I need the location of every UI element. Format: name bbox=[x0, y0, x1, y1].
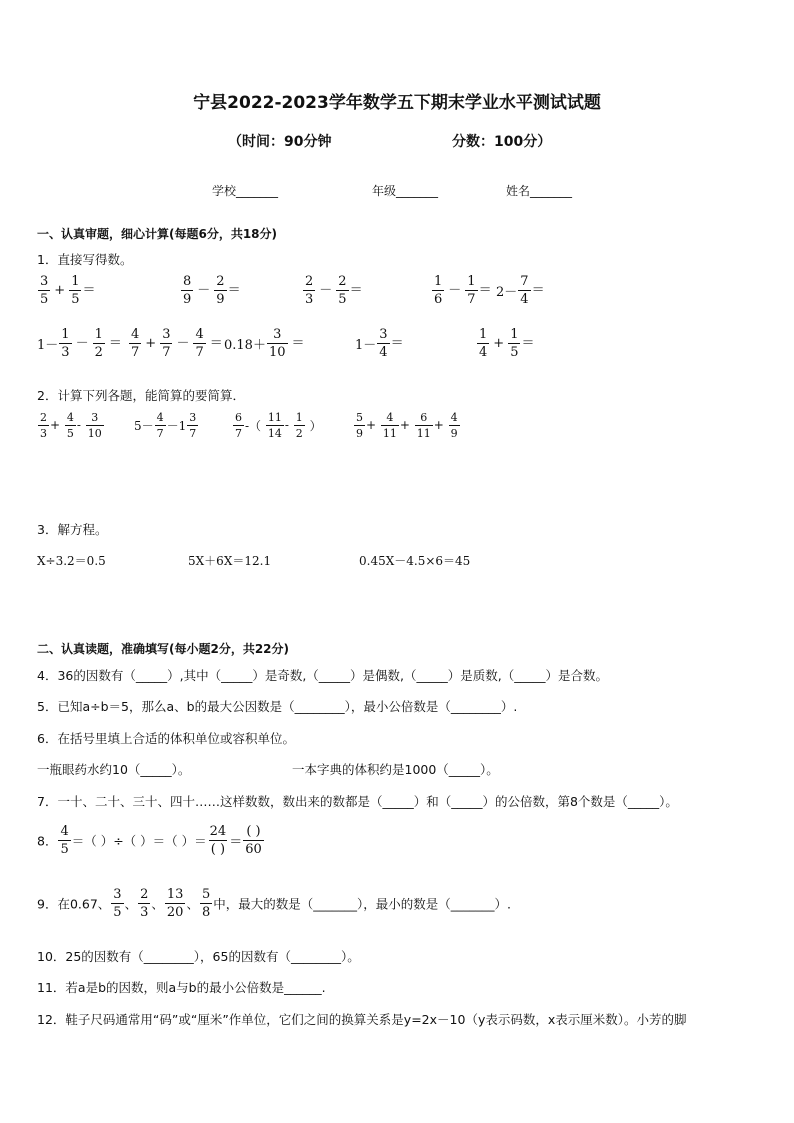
fraction: $\frac{2}{3}$ bbox=[140, 887, 149, 920]
grade-field: 年级_______ bbox=[372, 184, 439, 198]
school-field: 学校_______ bbox=[212, 184, 279, 198]
q1-r1-d: $\frac{1}{6}$ － $\frac{1}{7}$ ＝ bbox=[434, 274, 492, 307]
fraction: $\frac{1}{2}$ bbox=[94, 327, 103, 360]
fraction: $\frac{3}{5}$ bbox=[40, 274, 49, 307]
q6-b: 一本字典的体积约是1000（_____）。 bbox=[292, 762, 499, 777]
fraction: $\frac{1}{6}$ bbox=[434, 274, 443, 307]
q3-equation-3: 0.45X－4.5×6＝45 bbox=[359, 554, 471, 568]
q12: 12．鞋子尺码通常用“码”或“厘米”作单位，它们之间的换算关系是y=2x－10（y表示码数，x表示厘米数）。小芳的脚 bbox=[37, 1012, 687, 1027]
fraction: $\frac{4}{9}$ bbox=[450, 411, 458, 440]
fraction: $\frac{8}{9}$ bbox=[183, 274, 192, 307]
fraction: $\frac{6}{7}$ bbox=[235, 411, 242, 440]
fraction: $\frac{3}{5}$ bbox=[113, 887, 122, 920]
fraction: $\frac{3}{7}$ bbox=[189, 411, 197, 440]
fraction: $\frac{1}{3}$ bbox=[61, 327, 70, 360]
fraction: $\frac{13}{20}$ bbox=[166, 887, 184, 920]
q1-r2-d: 1－ $\frac{3}{4}$ ＝ bbox=[355, 327, 404, 360]
q10: 10．25的因数有（________），65的因数有（________）。 bbox=[37, 949, 360, 964]
q1-r1-c: $\frac{2}{3}$ － $\frac{2}{5}$ ＝ bbox=[305, 274, 363, 307]
q3-equation-2: 5X＋6X＝12.1 bbox=[188, 554, 272, 568]
name-field: 姓名_______ bbox=[506, 184, 573, 198]
q2-label: 2．计算下列各题，能简算的要简算． bbox=[37, 388, 245, 403]
fraction: $\frac{3}{10}$ bbox=[268, 327, 286, 360]
fraction: $\frac{1}{4}$ bbox=[479, 327, 488, 360]
fraction: $\frac{5}{8}$ bbox=[201, 887, 211, 920]
fraction: $\frac{4}{5}$ bbox=[66, 411, 74, 440]
fraction: $\frac{5}{9}$ bbox=[356, 411, 363, 440]
q4: 4．36的因数有（_____）,其中（_____）是奇数,（_____）是偶数,（_____）是质数,（_____）是合数。 bbox=[37, 668, 609, 683]
fraction: $\frac{3}{7}$ bbox=[162, 327, 171, 360]
q2-b: 5－ $\frac{4}{7}$ －1 $\frac{3}{7}$ bbox=[134, 411, 197, 440]
q1-label: 1．直接写得数。 bbox=[37, 252, 133, 267]
q5: 5．已知a÷b＝5，那么a、b的最大公因数是（________），最小公倍数是（________）. bbox=[37, 699, 518, 714]
exam-time: （时间：90分钟 bbox=[228, 134, 332, 150]
fraction: 24 ( ) bbox=[209, 824, 227, 857]
q7: 7．一十、二十、三十、四十……这样数数，数出来的数都是（_____）和（_____）的公倍数，第8个数是（_____）。 bbox=[37, 794, 678, 809]
exam-score: 分数：100分） bbox=[452, 134, 552, 150]
q9: 9．在0.67、 $\frac{3}{5}$ 、 $\frac{2}{3}$ 、 $\frac{13}{20}$ 、 $\frac{5}{8}$ 中，最大的数是（_______），最小的数是（_______）. bbox=[37, 887, 511, 920]
fraction: $\frac{1}{7}$ bbox=[467, 274, 476, 307]
q2-d: $\frac{5}{9}$ + $\frac{4}{11}$ + $\frac{6}{11}$ + $\frac{4}{9}$ bbox=[356, 411, 458, 440]
fraction: $\frac{4}{5}$ bbox=[60, 824, 69, 857]
q1-r2-c: 0.18＋ $\frac{3}{10}$ ＝ bbox=[224, 327, 305, 360]
q1-r2-a: 1－ $\frac{1}{3}$ － $\frac{1}{2}$ ＝ bbox=[37, 327, 122, 360]
fraction: $\frac{2}{3}$ bbox=[305, 274, 314, 307]
page-title: 宁县2022-2023学年数学五下期末学业水平测试试题 bbox=[193, 93, 601, 113]
fraction: ( ) 60 bbox=[245, 824, 262, 857]
fraction: $\frac{4}{11}$ bbox=[382, 411, 397, 440]
q2-a: $\frac{2}{3}$ + $\frac{4}{5}$ - $\frac{3}{10}$ bbox=[40, 411, 102, 440]
fraction: $\frac{4}{7}$ bbox=[131, 327, 140, 360]
fraction: $\frac{3}{10}$ bbox=[87, 411, 102, 440]
fraction: $\frac{11}{14}$ bbox=[267, 411, 282, 440]
section1-heading: 一、认真审题，细心计算(每题6分，共18分) bbox=[37, 227, 278, 241]
q1-r1-e: 2－ $\frac{7}{4}$ ＝ bbox=[496, 274, 545, 307]
fraction: $\frac{6}{11}$ bbox=[416, 411, 431, 440]
fraction: $\frac{4}{7}$ bbox=[156, 411, 164, 440]
fraction: $\frac{4}{7}$ bbox=[195, 327, 204, 360]
q3-equation-1: X÷3.2＝0.5 bbox=[37, 554, 106, 568]
fraction: $\frac{1}{5}$ bbox=[71, 274, 80, 307]
fraction: $\frac{2}{5}$ bbox=[338, 274, 347, 307]
q1-r2-e: $\frac{1}{4}$ + $\frac{1}{5}$ ＝ bbox=[479, 327, 535, 360]
section2-heading: 二、认真读题，准确填写(每小题2分，共22分) bbox=[37, 642, 290, 656]
fraction: $\frac{7}{4}$ bbox=[520, 274, 529, 307]
q11: 11．若a是b的因数，则a与b的最小公倍数是______. bbox=[37, 980, 326, 995]
q2-c: $\frac{6}{7}$ -（ $\frac{11}{14}$ - $\frac{1}{2}$ ） bbox=[235, 411, 322, 440]
q6: 6．在括号里填上合适的体积单位或容积单位。 bbox=[37, 731, 295, 746]
fraction: $\frac{1}{5}$ bbox=[510, 327, 519, 360]
q3-label: 3．解方程。 bbox=[37, 522, 108, 537]
q1-r2-b: $\frac{4}{7}$ + $\frac{3}{7}$ － $\frac{4}{7}$ ＝ bbox=[131, 327, 223, 360]
q1-r1-b: $\frac{8}{9}$ － $\frac{2}{9}$ ＝ bbox=[183, 274, 241, 307]
fraction: $\frac{3}{4}$ bbox=[379, 327, 388, 360]
q6-a: 一瓶眼药水约10（_____）。 bbox=[37, 762, 191, 777]
fraction: $\frac{1}{2}$ bbox=[295, 411, 303, 440]
q8: 8． $\frac{4}{5}$ ＝（ ）÷（ ）＝（ ）＝ 24 ( ) ＝ ( ) 60 bbox=[37, 824, 262, 857]
q1-r1-a: $\frac{3}{5}$ + $\frac{1}{5}$ ＝ bbox=[40, 274, 96, 307]
fraction: $\frac{2}{9}$ bbox=[216, 274, 225, 307]
fraction: $\frac{2}{3}$ bbox=[40, 411, 47, 440]
